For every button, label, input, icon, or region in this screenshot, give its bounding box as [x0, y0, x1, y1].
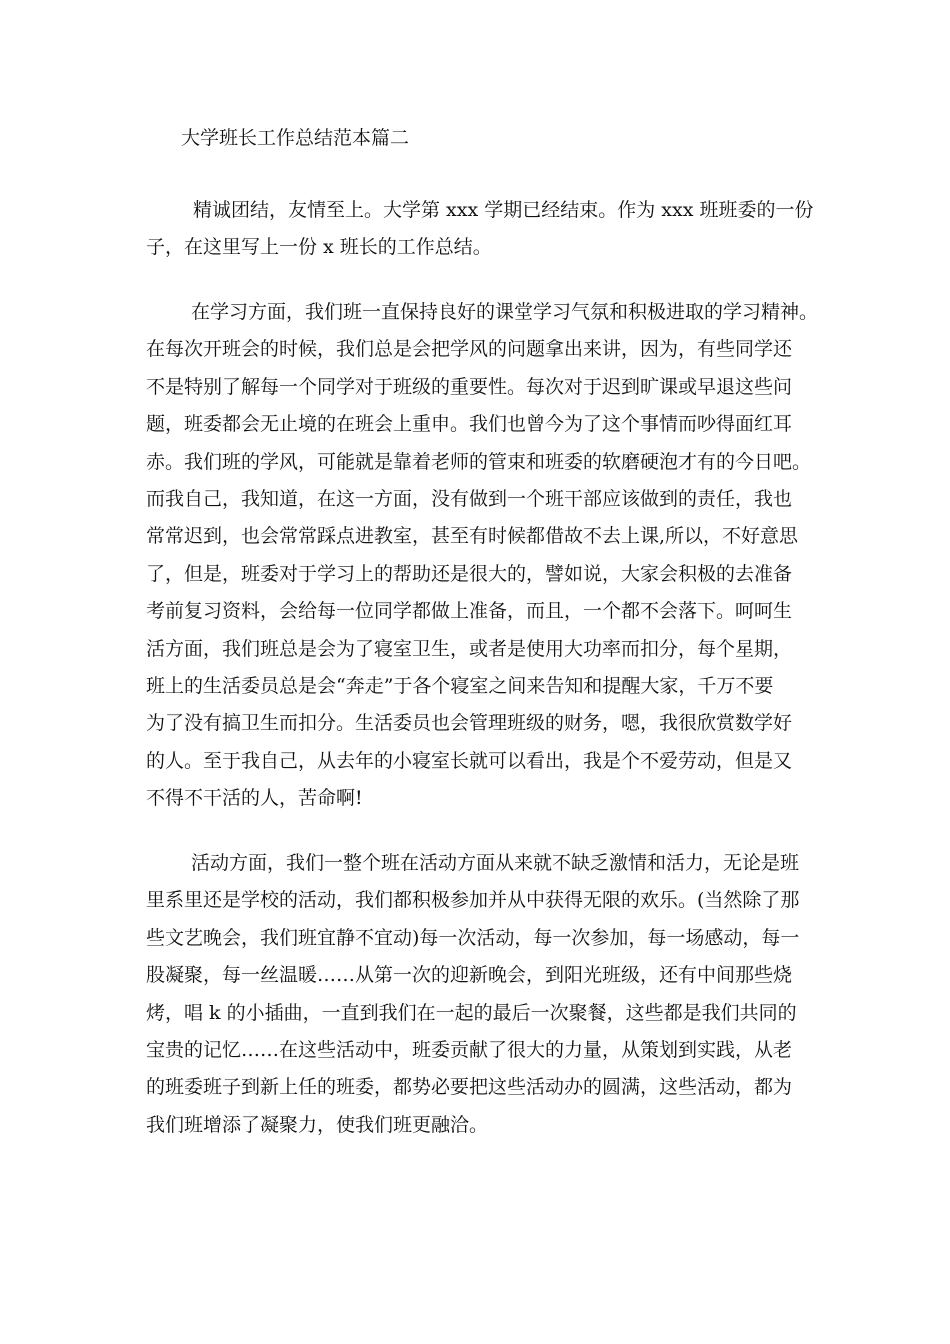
paragraph-line: 子，在这里写上一份 x 班长的工作总结。: [146, 236, 492, 259]
paragraph-line: 考前复习资料，会给每一位同学都做上准备，而且，一个都不会落下。呵呵生: [146, 600, 793, 623]
paragraph-line: 而我自己，我知道，在这一方面，没有做到一个班干部应该做到的责任，我也: [146, 488, 793, 511]
paragraph-line: 了，但是，班委对于学习上的帮助还是很大的，譬如说，大家会积极的去准备: [146, 562, 793, 585]
paragraph-line: 的人。至于我自己，从去年的小寝室长就可以看出，我是个不爱劳动，但是又: [146, 749, 793, 772]
paragraph-line: 宝贵的记忆……在这些活动中，班委贡献了很大的力量，从策划到实践，从老: [146, 1039, 793, 1062]
paragraph-line: 赤。我们班的学风，可能就是靠着老师的管束和班委的软磨硬泡才有的今日吧。: [146, 450, 812, 473]
paragraph-line: 不是特别了解每一个同学对于班级的重要性。每次对于迟到旷课或早退这些问: [146, 375, 793, 398]
paragraph-line: 活动方面，我们一整个班在活动方面从来就不缺乏激情和活力，无论是班: [191, 852, 800, 874]
paragraph-study-life: [146, 294, 836, 818]
paragraph-line: 活方面，我们班总是会为了寝室卫生，或者是使用大功率而扣分，每个星期，: [146, 637, 793, 660]
paragraph-line: 的班委班子到新上任的班委，都势必要把这些活动办的圆满，这些活动，都为: [146, 1076, 793, 1099]
paragraph-line: 烤，唱 k 的小插曲，一直到我们在一起的最后一次聚餐，这些都是我们共同的: [146, 1001, 797, 1024]
paragraph-line: 精诚团结，友情至上。大学第 xxx 学期已经结束。作为 xxx 班班委的一份: [193, 199, 814, 221]
paragraph-activities: [146, 845, 836, 1144]
paragraph-line: 班上的生活委员总是会“奔走”于各个寝室之间来告知和提醒大家，千万不要: [146, 675, 774, 698]
paragraph-line: 为了没有搞卫生而扣分。生活委员也会管理班级的财务，嗯，我很欣赏数学好: [146, 712, 793, 735]
document-title: 大学班长工作总结范本篇二: [181, 127, 410, 149]
paragraph-line: 股凝聚，每一丝温暖……从第一次的迎新晚会，到阳光班级，还有中间那些烧: [146, 964, 793, 987]
paragraph-line: 里系里还是学校的活动，我们都积极参加并从中获得无限的欢乐。(当然除了那: [146, 889, 800, 912]
paragraph-line: 常常迟到，也会常常踩点进教室，甚至有时候都借故不去上课,所以，不好意思: [146, 525, 799, 548]
paragraph-line: 在每次开班会的时候，我们总是会把学风的问题拿出来讲，因为，有些同学还: [146, 338, 793, 361]
paragraph-line: 在学习方面，我们班一直保持良好的课堂学习气氛和积极进取的学习精神。: [191, 301, 819, 323]
paragraph-intro: [146, 192, 836, 267]
paragraph-line: 些文艺晚会，我们班宜静不宜动)每一次活动，每一次参加，每一场感动，每一: [146, 926, 800, 949]
paragraph-line: 题，班委都会无止境的在班会上重申。我们也曾今为了这个事情而吵得面红耳: [146, 413, 793, 436]
paragraph-line: 不得不干活的人，苦命啊!: [146, 787, 363, 810]
paragraph-line: 我们班增添了凝聚力，使我们班更融洽。: [146, 1113, 489, 1136]
